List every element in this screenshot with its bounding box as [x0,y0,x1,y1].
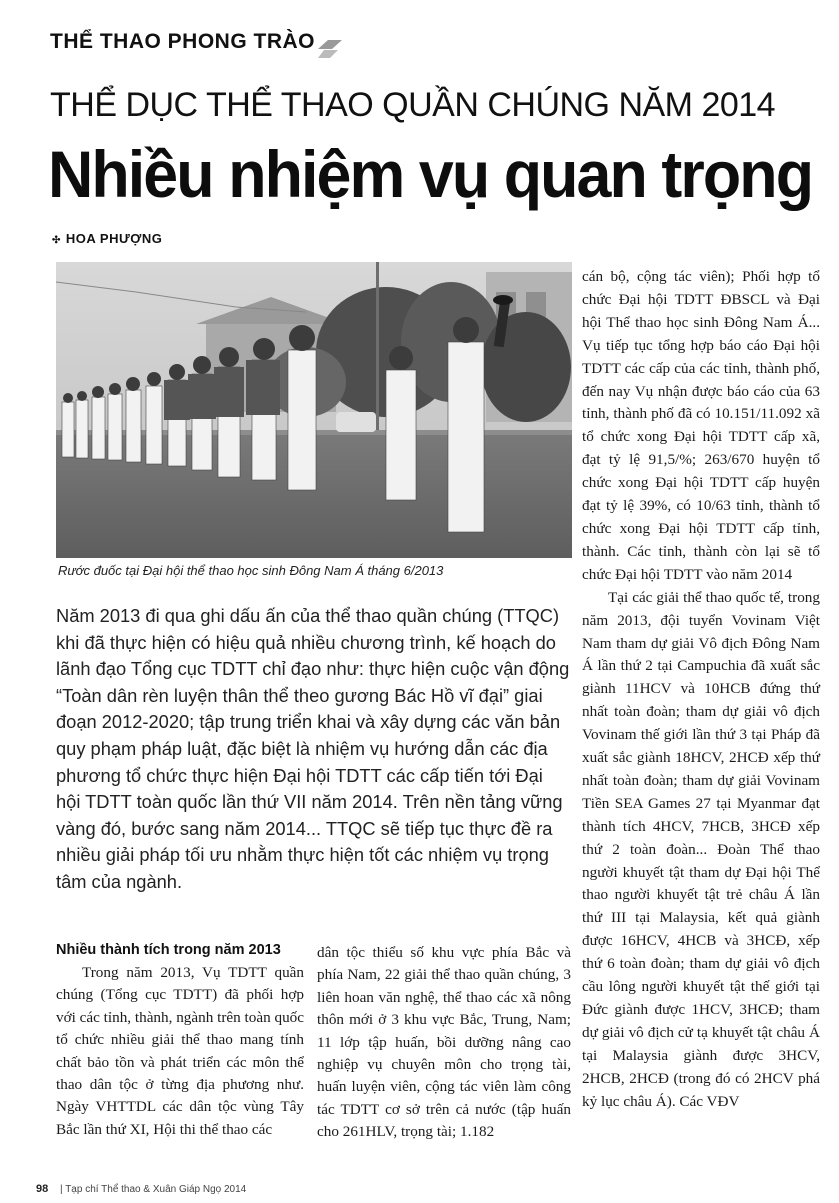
article-headline: Nhiều nhiệm vụ quan trọng [48,137,813,211]
body-column-1: Trong năm 2013, Vụ TDTT quần chúng (Tổng cục TDTT) đã phối hợp với các tỉnh, thành, ngành trên toàn quốc tổ chức nhiều giải thể thao mang tính chất bảo tồn và phát triển các môn thể thao dân tộc ở từng địa phương như. Ngày VHTTDL các dân tộc vùng Tây Bắc lần thứ XI, Hội thi thể thao các [56,964,305,1138]
body-column-2: dân tộc thiểu số khu vực phía Bắc và phía Nam, 22 giải thể thao quần chúng, 3 liên hoan văn nghệ, thể thao các xã nông thôn mới ở 3 khu vực Bắc, Trung, Nam; 11 lớp tập huấn, bồi dưỡng nâng cao nghiệp vụ chuyên môn cho trọng tài, huấn luyện viên, cộng tác viên làm công tác TDTT cơ sở trên cả nước (tập huấn cho 261HLV, trọng tài; 1.182 [317,944,571,1141]
photo-caption: Rước đuốc tại Đại hội thể thao học sinh Đông Nam Á tháng 6/2013 [58,563,444,578]
article-photo [56,262,572,558]
body-paragraph: Tại các giải thể thao quốc tế, trong năm 2013, đội tuyển Vovinam Việt Nam tham dự giải Vô địch Đông Nam Á lần thứ 2 tại Campuchia đã xuất sắc giành 11HCV và 10HCB đứng thứ nhất toàn đoàn; tham dự giải vô địch Vovinam thế giới lần thứ 3 tại Pháp đã xuất sắc giành 18HCV, 2HCĐ xếp thứ nhất toàn đoàn; tham dự giải Vovinam Tiền SEA Games 27 tại Myanmar đạt thành tích 4HCV, 7HCB, 3HCĐ xếp thứ 2 toàn đoàn... Đoàn Thể thao người khuyết tật tham dự Đại hội Thể thao người khuyết tật trẻ châu Á lần thứ III tại Malaysia, kết quả giành được 16HCV, 4HCB và 3HCĐ, xếp thứ 6 toàn đoàn; tham dự giải vô địch cầu lông người khuyết tật thế giới tại Đức giành được 1HCV, 3HCĐ; tham dự giải vô địch cử tạ khuyết tật châu Á tại Malaysia giành được 3HCV, 2HCB, 2HCĐ (trong đó có 2HCV phá kỷ lục châu Á). Các VĐV [582,588,820,1110]
section-label: THỂ THAO PHONG TRÀO [50,30,315,53]
author-name: HOA PHƯỢNG [65,231,163,246]
body-paragraph: cán bộ, cộng tác viên); Phối hợp tổ chức Đại hội TDTT ĐBSCL và Đại hội Thể thao học sinh Đông Nam Á... Vụ tiếp tục tổng hợp báo cáo Đại hội TDTT các cấp của các tỉnh, thành phố, đến nay Vụ nhận được báo cáo của 63 tỉnh, thành phố đã có 10.151/11.092 xã tổ chức xong Đại hội TDTT cấp xã, đạt tỷ lệ 91,5/%; 263/670 huyện tổ chức xong Đại hội TDTT cấp huyện đạt tỷ lệ 39%, có 10/63 tỉnh, thành tổ chức xong Đại hội TDTT cấp tỉnh, thành. Các tỉnh, thành còn lại sẽ tổ chức Đại hội TDTT vào năm 2014 [582,268,820,583]
body-column-3 [582,266,820,1114]
page-number: 98 [36,1183,49,1195]
magazine-name: | Tạp chí Thể thao & Xuân Giáp Ngọ 2014 [60,1184,247,1195]
page-footer [36,1178,296,1200]
slash-ornament-icon [318,40,342,58]
byline-bullet-icon: ✣ [52,235,61,246]
byline [52,231,162,246]
lead-paragraph: Năm 2013 đi qua ghi dấu ấn của thể thao quần chúng (TTQC) khi đã thực hiện có hiệu quả nhiều chương trình, kế hoạch do lãnh đạo Tổng cục TDTT chỉ đạo như: thực hiện cuộc vận động “Toàn dân rèn luyện thân thể theo gương Bác Hồ vĩ đại” giai đoạn 2012-2020; tập trung triển khai và xây dựng các văn bản quy phạm pháp luật, đặc biệt là nhiệm vụ hướng dẫn các địa phương tổ chức thực hiện Đại hội TDTT các cấp tiến tới Đại hội TDTT toàn quốc lần thứ VII năm 2014. Trên nền tảng vững vàng đó, bước sang năm 2014... TTQC sẽ tiếp tục thực đề ra nhiều giải pháp tối ưu nhằm thực hiện tốt các nhiệm vụ trọng tâm của ngành. [56,605,570,892]
section-subheading: Nhiều thành tích trong năm 2013 [56,942,281,958]
torch-relay-photo [56,262,572,558]
article-kicker: THỂ DỤC THỂ THAO QUẦN CHÚNG NĂM 2014 [50,86,776,124]
